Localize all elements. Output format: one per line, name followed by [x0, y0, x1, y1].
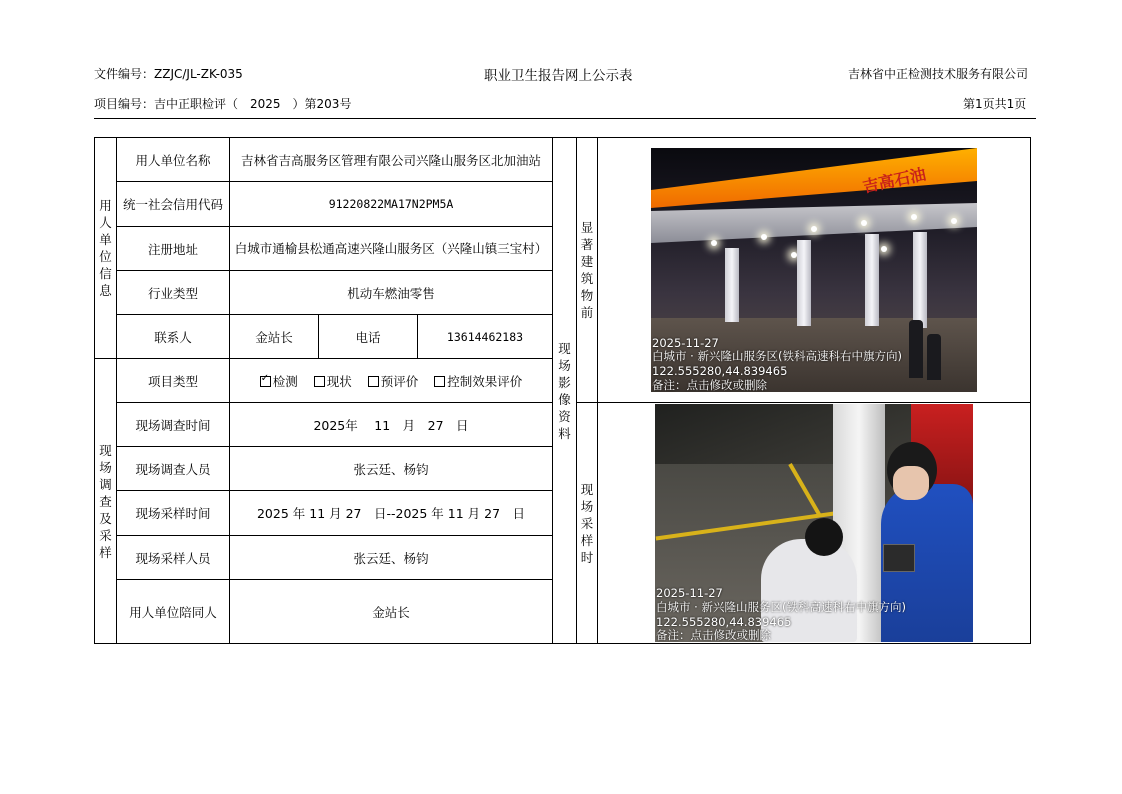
sampling-photo-label: 现 场 采 样 时 — [577, 403, 598, 644]
photo1-note[interactable]: 备注：点击修改或删除 — [652, 378, 768, 392]
page-number: 第1页共1页 — [963, 97, 1027, 111]
employer-info-section-label: 用 人 单 位 信 息 — [95, 138, 117, 359]
disclosure-table — [94, 137, 1031, 644]
checkbox-icon[interactable] — [434, 376, 445, 387]
credit-code-value: 91220822MA17N2PM5A — [230, 182, 553, 227]
building-photo-label: 显 著 建 筑 物 前 — [577, 138, 598, 403]
option-status[interactable]: 现状 — [314, 374, 352, 389]
photo2-coords: 122.555280,44.839465 — [656, 615, 792, 629]
checkbox-checked-icon[interactable] — [260, 376, 271, 387]
escort-label: 用人单位陪同人 — [117, 580, 230, 644]
photo1-location: 白城市 · 新兴隆山服务区(铁科高速科右中旗方向) — [652, 349, 902, 363]
project-type-label: 项目类型 — [117, 359, 230, 403]
samplers-label: 现场采样人员 — [117, 536, 230, 580]
address-label: 注册地址 — [117, 227, 230, 271]
building-photo-cell — [598, 138, 1031, 403]
industry-value: 机动车燃油零售 — [230, 271, 553, 315]
samplers-value: 张云廷、杨钧 — [230, 536, 553, 580]
survey-time-label: 现场调查时间 — [117, 403, 230, 447]
gas-station-photo — [651, 148, 977, 392]
company-name: 吉林省中正检测技术服务有限公司 — [848, 67, 1029, 81]
checkbox-icon[interactable] — [314, 376, 325, 387]
photo1-coords: 122.555280,44.839465 — [652, 364, 788, 378]
industry-label: 行业类型 — [117, 271, 230, 315]
option-control-effect[interactable]: 控制效果评价 — [434, 374, 522, 389]
checkbox-icon[interactable] — [368, 376, 379, 387]
photo2-location: 白城市 · 新兴隆山服务区(铁科高速科右中旗方向) — [656, 600, 906, 614]
credit-code-label: 统一社会信用代码 — [117, 182, 230, 227]
survey-time-value: 2025年 11 月 27 日 — [230, 403, 553, 447]
project-number: 项目编号：吉中正职检评（ 2025 ）第203号 — [94, 97, 352, 111]
escort-value: 金站长 — [230, 580, 553, 644]
page-title: 职业卫生报告网上公示表 — [484, 68, 633, 84]
photo2-date: 2025-11-27 — [656, 586, 723, 600]
header-rule — [94, 118, 1036, 119]
contact-value: 金站长 — [230, 315, 319, 359]
photo2-note[interactable]: 备注：点击修改或删除 — [656, 628, 772, 642]
option-inspection[interactable]: ✓ 检测 — [260, 374, 298, 389]
employer-name-label: 用人单位名称 — [117, 138, 230, 182]
sampling-photo — [655, 404, 973, 642]
survey-section-label: 现 场 调 查 及 采 样 — [95, 359, 117, 644]
project-type-options — [230, 359, 553, 403]
phone-value: 13614462183 — [418, 315, 553, 359]
file-number: 文件编号：ZZJC/JL-ZK-035 — [94, 67, 243, 81]
sampling-time-label: 现场采样时间 — [117, 491, 230, 536]
photo1-date: 2025-11-27 — [652, 336, 719, 350]
option-pre-evaluation[interactable]: 预评价 — [368, 374, 419, 389]
address-value: 白城市通榆县松通高速兴隆山服务区（兴隆山镇三宝村） — [230, 227, 553, 271]
sampling-photo-cell — [598, 403, 1031, 644]
canopy-logo-text: 吉高石油 — [861, 164, 928, 197]
surveyors-label: 现场调查人员 — [117, 447, 230, 491]
surveyors-value: 张云廷、杨钧 — [230, 447, 553, 491]
contact-label: 联系人 — [117, 315, 230, 359]
phone-label: 电话 — [319, 315, 418, 359]
site-images-section-label: 现 场 影 像 资 料 — [553, 138, 577, 644]
sampling-time-value: 2025 年 11 月 27 日--2025 年 11 月 27 日 — [230, 491, 553, 536]
employer-name-value: 吉林省吉高服务区管理有限公司兴隆山服务区北加油站 — [230, 138, 553, 182]
sampling-device — [883, 544, 915, 572]
